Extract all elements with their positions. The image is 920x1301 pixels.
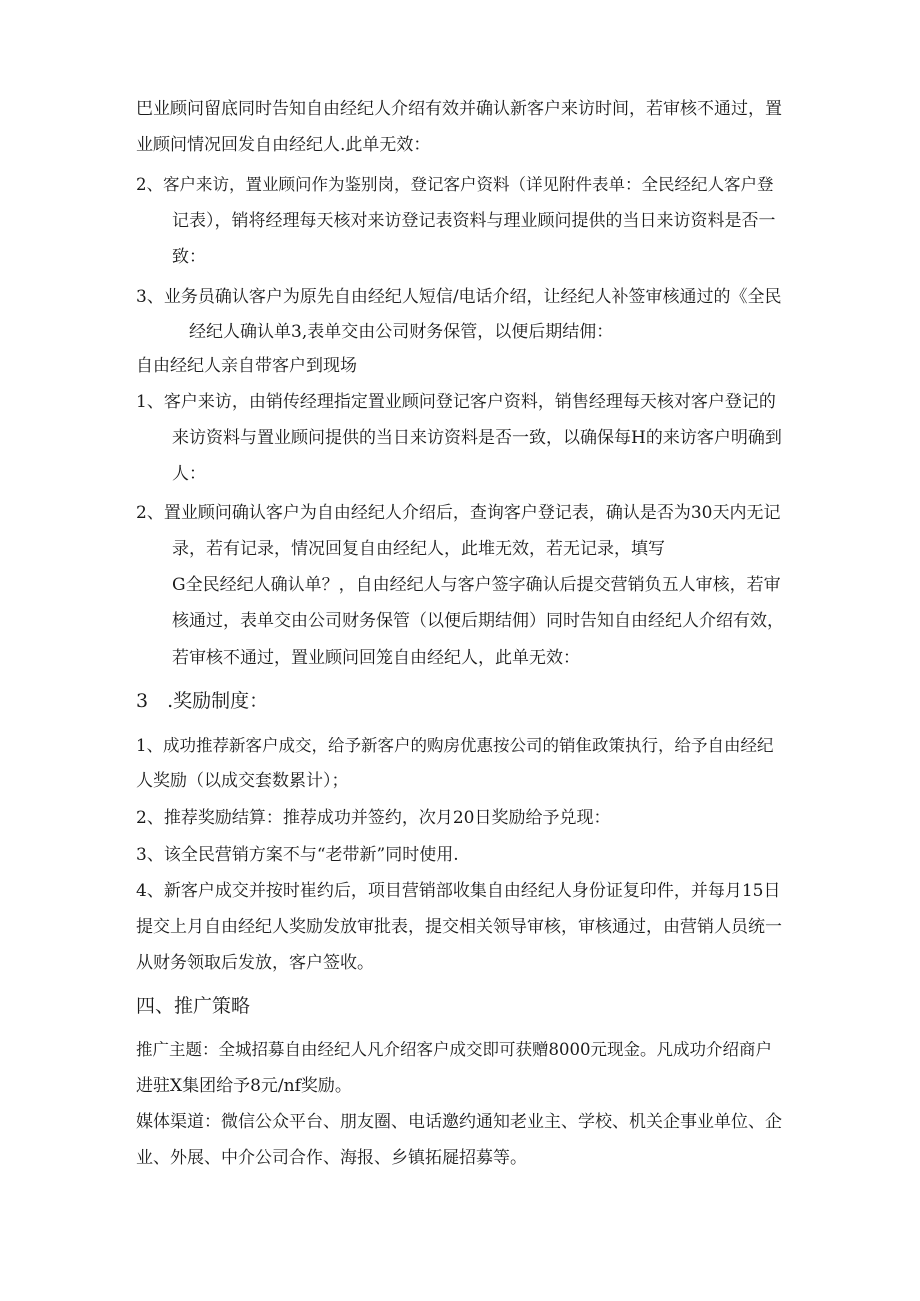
list-item: 4、新客户成交并按时崔约后，项目营销部收集自由经纪人身份证复印件，并每月15日 xyxy=(136,881,781,901)
list-item: 3、业务员确认客户为原先自由经纪人短信/电话介绍，让经纪人补签审核通过的《全民 xyxy=(136,287,782,307)
list-item: 3、该全民营销方案不与“老带新”同时使用. xyxy=(136,845,459,865)
text-line: 推广主题：全城招募自由经纪人凡介绍客户成交即可获赠8000元现金。凡成功介绍商户 xyxy=(136,1040,772,1059)
text-line: 业顾问情况回发自由经纪人.此单无效： xyxy=(136,135,431,155)
text-line: G全民经纪人确认单？，自由经纪人与客户签字确认后提交营销负五人审核，若审 xyxy=(172,575,781,595)
section-heading: 3 .奖励制度： xyxy=(136,690,269,712)
text-line: 人奖励（以成交套数累计）； xyxy=(136,771,349,791)
text-line: 进驻X集团给予8元/nf奖励。 xyxy=(136,1076,352,1096)
list-item: 2、客户来访，置业顾问作为鉴别岗，登记客户资料（详见附件表单：全民经纪人客户登 xyxy=(136,175,774,194)
text-line: 经纪人确认单3,表单交由公司财务保管，以便后期结佣： xyxy=(189,322,614,342)
text-line: 媒体渠道：微信公众平台、朋友圈、电话邀约通知老业主、学校、机关企事业单位、企 xyxy=(136,1112,782,1132)
text-line: 若审核不通过，置业顾问回笼自由经纪人，此单无效： xyxy=(172,648,580,668)
section-subheading: 自由经纪人亲自带客户到现场 xyxy=(136,356,357,376)
text-line: 来访资料与置业顾问提供的当日来访资料是否一致，以确保每H的来访客户明确到 xyxy=(172,428,782,448)
list-item: 2、置业顾问确认客户为自由经纪人介绍后，查询客户登记表，确认是否为30天内无记 xyxy=(136,503,781,523)
text-line: 记表），销将经理每天核对来访登记表资料与理业顾问提供的当日来访资料是否一 xyxy=(172,211,776,231)
text-line: 巴业顾问留底同时告知自由经纪人介绍有效并确认新客户来访时间，若审核不通过，置 xyxy=(136,99,782,119)
list-item: 2、推荐奖励结算：推荐成功并签约，次月20日奖励给予兑现： xyxy=(136,808,611,828)
text-line: 业、外展、中介公司合作、海报、乡镇拓屣招募等。 xyxy=(136,1148,527,1168)
list-item: 1、客户来访，由销传经理指定置业顾问登记客户资料，销售经理每天核对客户登记的 xyxy=(136,392,776,412)
text-line: 提交上月自由经纪人奖励发放审批表，提交相关领导审核，审核通过，由营销人员统一 xyxy=(136,917,782,937)
section-heading: 四、推广策略 xyxy=(136,995,251,1017)
list-item: 1、成功推荐新客户成交，给予新客户的购房优惠按公司的销隹政策执行，给予自由经纪 xyxy=(136,736,774,755)
text-line: 人： xyxy=(172,464,206,484)
text-line: 从财务领取后发放，客户签收。 xyxy=(136,953,374,973)
text-line: 录，若有记录，情况回复自由经纪人，此堆无效，若无记录，填写 xyxy=(172,539,665,559)
text-line: 致： xyxy=(172,247,206,267)
text-line: 核通过，表单交由公司财务保管（以便后期结佣）同时告知自由经纪人介绍有效， xyxy=(172,611,784,631)
